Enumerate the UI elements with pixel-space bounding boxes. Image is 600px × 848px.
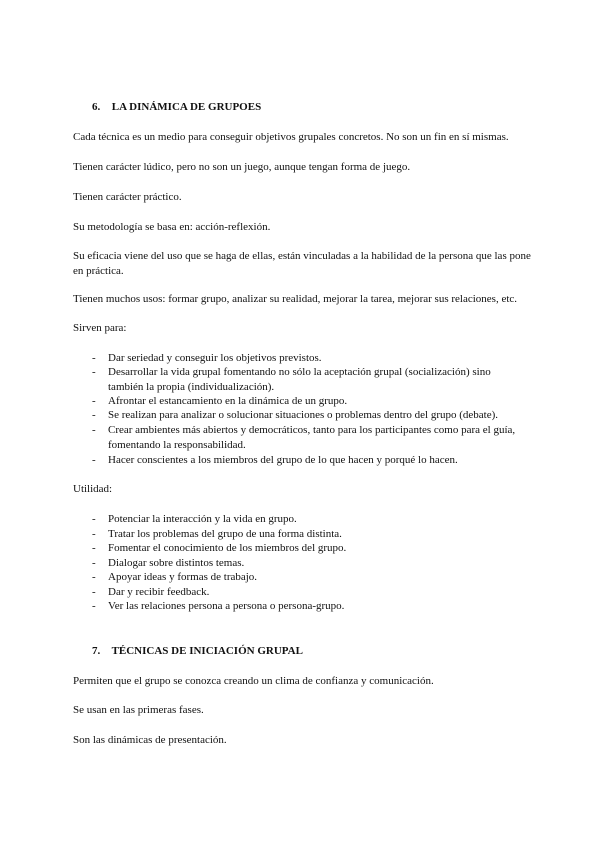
bullet-dash: -	[92, 366, 96, 378]
sirven-label: Sirven para:	[73, 322, 127, 334]
list-item: Crear ambientes más abiertos y democráticos, tanto para los participantes como para el guía, fomentando la responsabilidad.	[108, 424, 516, 451]
utilidad-label: Utilidad:	[73, 483, 113, 495]
list-item: Apoyar ideas y formas de trabajo.	[108, 571, 258, 583]
paragraph: Su eficacia viene del uso que se haga de ellas, están vinculadas a la habilidad de la persona que las pone en práctica.	[73, 250, 531, 277]
section-7-number: 7.	[92, 645, 101, 657]
section-6-heading	[92, 100, 261, 115]
bullet-dash: -	[92, 424, 96, 436]
list-item: Potenciar la interacción y la vida en grupo.	[108, 513, 297, 525]
bullet-dash: -	[92, 571, 96, 583]
paragraph: Permiten que el grupo se conozca creando un clima de confianza y comunicación.	[73, 675, 434, 687]
paragraph: Son las dinámicas de presentación.	[73, 734, 227, 746]
list-item: Dar y recibir feedback.	[108, 586, 210, 598]
bullet-dash: -	[92, 395, 96, 407]
paragraph: Cada técnica es un medio para conseguir objetivos grupales concretos. No son un fin en sí mismas.	[73, 131, 509, 143]
section-7-heading	[92, 644, 303, 659]
paragraph: Tienen carácter práctico.	[73, 191, 182, 203]
bullet-dash: -	[92, 409, 96, 421]
list-item: Afrontar el estancamiento en la dinámica de un grupo.	[108, 395, 348, 407]
list-item: Fomentar el conocimiento de los miembros del grupo.	[108, 542, 347, 554]
list-item: Desarrollar la vida grupal fomentando no sólo la aceptación grupal (socialización) sino también la propia (individualización).	[108, 366, 491, 393]
list-item: Dialogar sobre distintos temas.	[108, 557, 245, 569]
list-item: Dar seriedad y conseguir los objetivos previstos.	[108, 352, 322, 364]
section-6-number: 6.	[92, 101, 101, 113]
bullet-dash: -	[92, 513, 96, 525]
bullet-dash: -	[92, 600, 96, 612]
bullet-dash: -	[92, 528, 96, 540]
paragraph: Se usan en las primeras fases.	[73, 704, 204, 716]
bullet-dash: -	[92, 557, 96, 569]
list-item: Se realizan para analizar o solucionar situaciones o problemas dentro del grupo (debate).	[108, 409, 499, 421]
bullet-dash: -	[92, 586, 96, 598]
bullet-dash: -	[92, 542, 96, 554]
list-item: Tratar los problemas del grupo de una forma distinta.	[108, 528, 342, 540]
list-item: Hacer conscientes a los miembros del grupo de lo que hacen y porqué lo hacen.	[108, 454, 458, 466]
bullet-dash: -	[92, 454, 96, 466]
list-item: Ver las relaciones persona a persona o persona-grupo.	[108, 600, 345, 612]
section-7-title: TÉCNICAS DE INICIACIÓN GRUPAL	[111, 645, 303, 657]
paragraph: Su metodología se basa en: acción-reflexión.	[73, 221, 271, 233]
paragraph: Tienen carácter lúdico, pero no son un juego, aunque tengan forma de juego.	[73, 161, 411, 173]
paragraph: Tienen muchos usos: formar grupo, analizar su realidad, mejorar la tarea, mejorar sus relaciones, etc.	[73, 293, 518, 305]
bullet-dash: -	[92, 352, 96, 364]
section-6-title: LA DINÁMICA DE GRUPOES	[111, 101, 262, 113]
